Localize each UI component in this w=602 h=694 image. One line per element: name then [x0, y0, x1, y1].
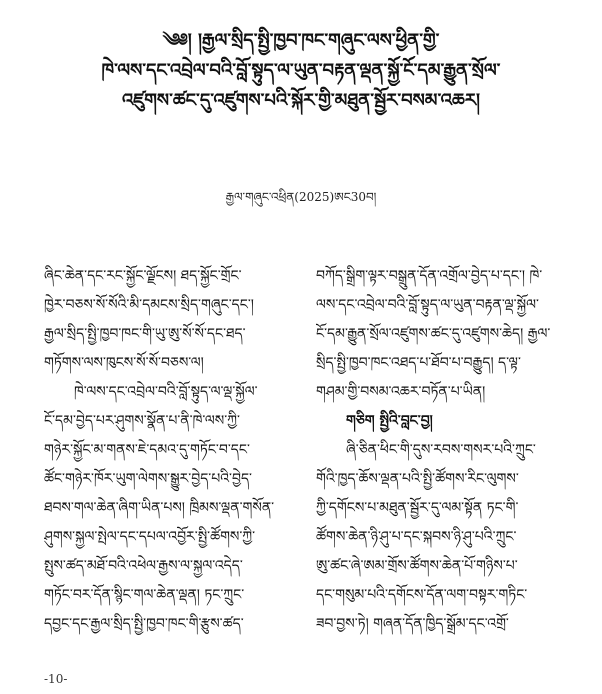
text-line: གཉེར་སྐྱོང་མ་གནས་ཇེ་དམའ་དུ་གཏོང་བ་དང་: [44, 442, 250, 458]
text-line: སྤུས་ཚད་མཐོ་བའི་འཕེལ་རྒྱས་ལ་སྐྱལ་འདེད་: [44, 558, 243, 574]
text-line: ཤུགས་སྐྱལ་སྤེལ་དང་དཔལ་འབྱོར་སྤྱི་ཚོགས་ཀྱི་: [44, 529, 256, 545]
text-line: ལས་དང་འབྲེལ་བའི་བློ་སྟུད་ལ་ཡུན་བརྟན་ལྡ་སྐྱོལ་: [316, 297, 539, 313]
section-heading: གཅིག སྤྱིའི་བླང་བྱ།: [346, 413, 433, 429]
text-line: ཟབ་བྱས་ཏེ། གཞན་དོན་ཁྱིད་སྒྲོམ་དང་འགྲོ་: [316, 616, 509, 632]
text-line: དབྱང་དང་རྒྱལ་སྲིད་སྤྱི་ཁྱབ་ཁང་གི་རྩུས་ཚད་: [44, 616, 244, 632]
title-line-3: འཛུགས་ཚང་དུ་འཛུགས་པའི་སྐོར་གྱི་མཐུན་སྦྱོར་བསམ་འཆར།: [121, 90, 481, 111]
left-column: [44, 262, 288, 639]
text-line: ངོ་དམ་རྒྱུན་སྲོལ་འཛུགས་ཚང་དུ་འཛུགས་ཆེད། རྒྱལ་: [316, 326, 551, 342]
text-line: ཚོང་གཉེར་ཁོར་ཡུག་ལེགས་སྒྱུར་བྱེད་པའི་བྱེད་: [44, 471, 252, 487]
page-number: -10-: [44, 672, 68, 686]
text-line: གཏོང་བར་དོན་སྙིང་གལ་ཆེན་ལྡན། ཏང་ཀྲུང་: [44, 587, 245, 603]
text-line: དང་གསུམ་པའི་དགོངས་དོན་ལག་བསྟར་གཏིང་: [316, 587, 528, 603]
text-line: ཞིང་ཆེན་དང་རང་སྐྱོང་ལྗོངས། ཐད་སྐྱོང་གྲོང་: [44, 268, 242, 284]
text-line: རྒྱལ་སྲིད་སྤྱི་ཁྱབ་ཁང་གི་ཡུ་ཨུ་སོ་སོ་དང་ཐད་: [44, 326, 246, 342]
text-line: བཀོད་སྒྲིག་ལྟར་བསྒྲུན་དོན་འགྲོལ་བྱེད་པ་དང་། ཁེ་: [316, 268, 543, 284]
text-line: ཀྱི་དགོངས་པ་མཐུན་སྦྱོར་དུ་ལམ་སྟོན ཏང་གི་: [316, 500, 519, 516]
right-column: [316, 262, 560, 639]
text-line: ཞི་ཅིན་ཕིང་གི་དུས་རབས་གསར་པའི་ཀྲུང་: [346, 442, 536, 458]
text-line: ཚོགས་ཆེན་ཉི་ཤུ་པ་དང་སྐབས་ཉི་ཤུ་པའི་ཀྲུང་: [316, 529, 517, 545]
text-line: ཁྱེར་བཅས་སོ་སོའི་མི་དམངས་སྲིད་གཞུང་དང་།: [44, 297, 254, 313]
text-line: གཤམ་གྱི་བསམ་འཆར་བཏོན་པ་ཡིན།: [316, 384, 486, 400]
text-line: ཁེ་ལས་དང་འབྲེལ་བའི་བློ་སྟུད་ལ་ལྡ་སྐྱོལ་: [74, 384, 258, 400]
document-title: [60, 26, 542, 116]
title-line-2: ཁེ་ལས་དང་འབྲེལ་བའི་བློ་སྟུད་ལ་ཡུན་བརྟན་ལྡན་སྐྱོ་ངོ་དམ་རྒྱུན་སྲོལ་: [101, 60, 501, 81]
text-line: གོའི་ཁྱད་ཆོས་ལྡན་པའི་སྤྱི་ཚོགས་རིང་ལུགས་: [316, 471, 519, 487]
text-line: ཨུ་ཚང་ཞེ་ཨམ་གྲོས་ཚོགས་ཆེན་པོ་གཉིས་པ་: [316, 558, 518, 574]
title-line-1: ༄༅། །རྒྱལ་སྲིད་སྤྱི་ཁྱབ་ཁང་གཞུང་ལས་ཕྱིན་གྱི་: [162, 30, 440, 51]
text-line: གཏོགས་ལས་ཁུངས་སོ་སོ་བཅས་ལ།: [44, 355, 204, 371]
document-number: རྒྱལ་གཞུང་འཕྲིན(2025)ཨང30བ།: [225, 190, 377, 204]
text-line: ངོ་དམ་བྱེད་པར་ཤུགས་སྣོན་པ་ནི་ཁེ་ལས་ཀྱི་: [44, 413, 240, 429]
text-line: ཐབས་གལ་ཆེན་ཞིག་ཡིན་པས། ཁྲིམས་ལྡན་གསོན་: [44, 500, 275, 516]
text-line: སྲིད་སྤྱི་ཁྱབ་ཁང་འཐད་པ་ཐོབ་པ་བརྒྱུད། ད་ལྟ་: [316, 355, 521, 371]
